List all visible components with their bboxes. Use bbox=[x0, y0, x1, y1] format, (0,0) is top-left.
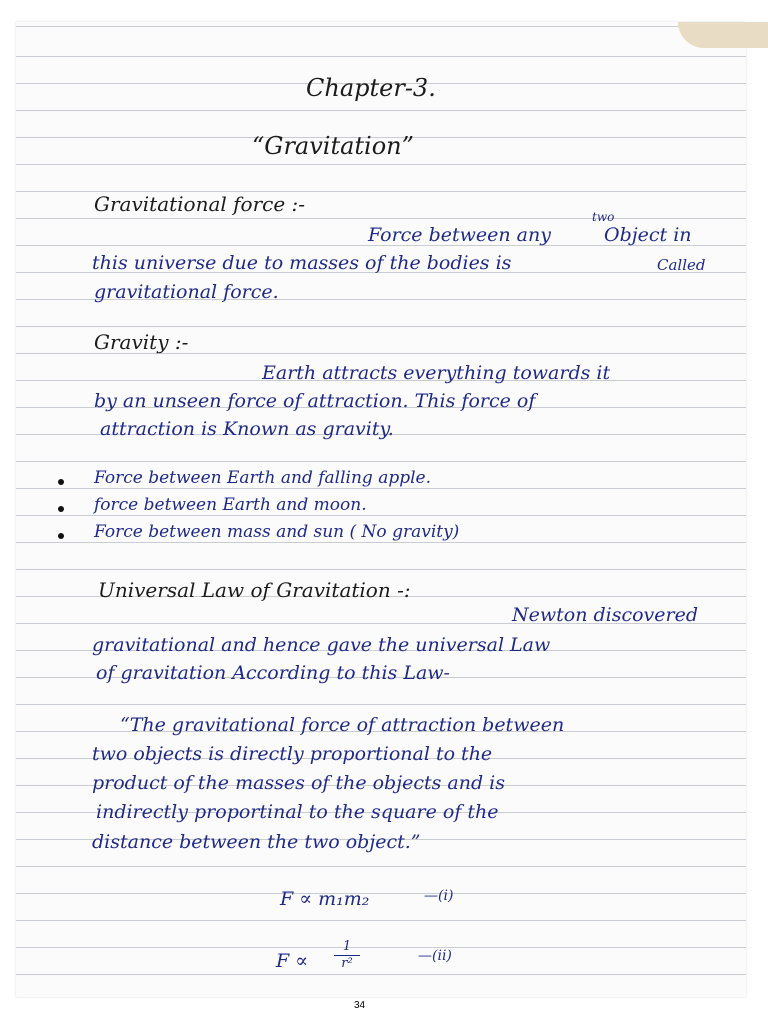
heading-universal-law: Universal Law of Gravitation -: bbox=[98, 578, 411, 602]
quote-line3: product of the masses of the objects and is bbox=[92, 772, 506, 794]
equation-1: F ∝ m₁m₂ bbox=[280, 888, 370, 910]
chapter-title: “Gravitation” bbox=[252, 132, 414, 160]
gf-line1: Force between any bbox=[368, 224, 551, 246]
law-line2: gravitational and hence gave the universal Law bbox=[92, 634, 551, 656]
page-corner-shadow bbox=[678, 22, 768, 48]
chapter-heading: Chapter-3. bbox=[306, 74, 436, 102]
gf-line1b: Object in bbox=[604, 224, 692, 246]
gf-line2b: Called bbox=[657, 256, 706, 274]
bullet-dot bbox=[58, 479, 64, 485]
page-number: 34 bbox=[354, 1000, 366, 1011]
gf-insert-two: two bbox=[592, 210, 615, 224]
bullet-item: Force between mass and sun ( No gravity) bbox=[94, 522, 460, 542]
gf-line2: this universe due to masses of the bodies is bbox=[92, 252, 512, 274]
law-line1: Newton discovered bbox=[512, 604, 699, 626]
gf-line3: gravitational force. bbox=[94, 281, 279, 303]
quote-line5: distance between the two object.” bbox=[92, 831, 421, 853]
equation-2-numerator: 1 bbox=[342, 939, 352, 954]
gravity-line3: attraction is Known as gravity. bbox=[100, 418, 394, 440]
bullet-item: force between Earth and moon. bbox=[94, 495, 367, 515]
quote-line1: “The gravitational force of attraction between bbox=[120, 714, 565, 736]
bullet-item: Force between Earth and falling apple. bbox=[94, 468, 432, 488]
law-line3: of gravitation According to this Law- bbox=[96, 662, 450, 684]
equation-2-lhs: F ∝ bbox=[276, 950, 309, 972]
quote-line4: indirectly proportinal to the square of the bbox=[96, 801, 499, 823]
bullet-dot bbox=[58, 533, 64, 539]
quote-line2: two objects is directly proportional to the bbox=[92, 743, 493, 765]
bullet-dot bbox=[58, 506, 64, 512]
heading-gravitational-force: Gravitational force :- bbox=[94, 192, 306, 216]
equation-2-fraction bbox=[332, 940, 362, 971]
gravity-line2: by an unseen force of attraction. This force of bbox=[94, 390, 536, 412]
equation-2-denominator: r² bbox=[341, 956, 353, 971]
equation-2-tag: —(ii) bbox=[418, 948, 452, 964]
equation-1-tag: —(i) bbox=[424, 888, 454, 904]
heading-gravity: Gravity :- bbox=[94, 330, 189, 354]
gravity-line1: Earth attracts everything towards it bbox=[262, 362, 611, 384]
